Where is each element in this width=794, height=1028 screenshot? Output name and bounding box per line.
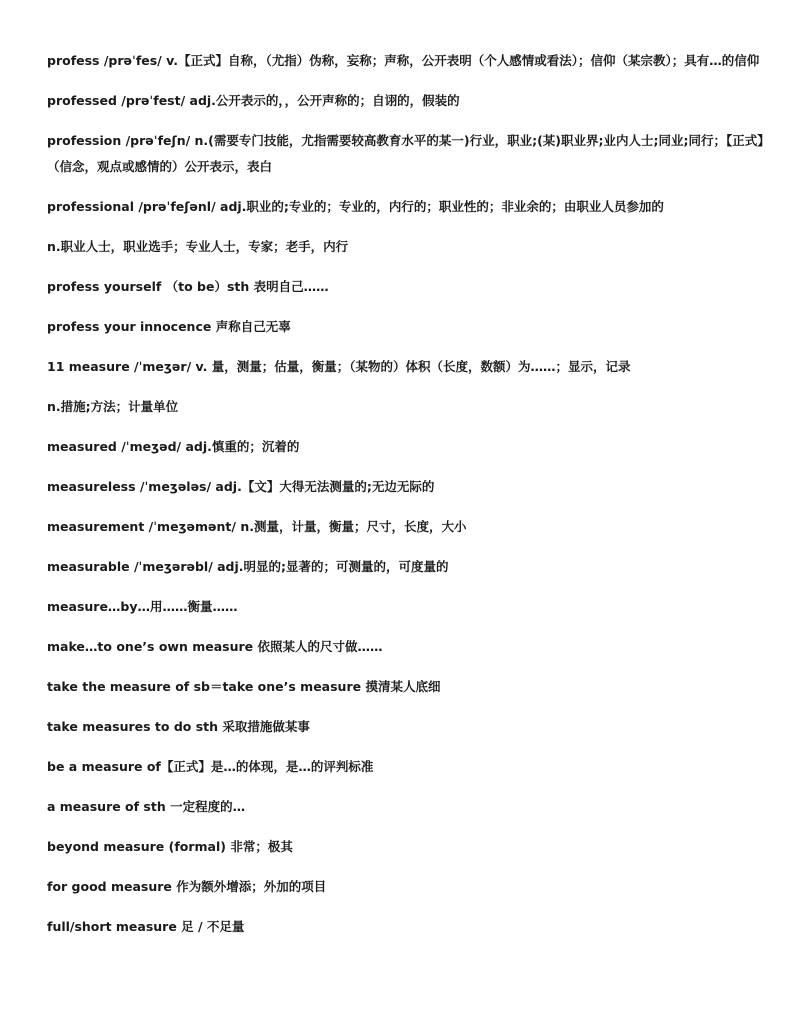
entry-take-measures: take measures to do sth 采取措施做某事: [47, 719, 310, 734]
entry-profess-innocence: profess your innocence 声称自己无辜: [47, 319, 291, 334]
entry-beyond-measure: beyond measure (formal) 非常；极其: [47, 839, 293, 854]
entry-profess: profess /prəˈfes/ v.【正式】自称，（尤指）伪称，妄称；声称，公开表明（个人感情或看法）；信仰（某宗教）；具有…的信仰: [47, 53, 760, 68]
entry-professional: professional /prəˈfeʃənl/ adj.职业的;专业的；专业的，内行的；职业性的；非业余的；由职业人员参加的: [47, 199, 664, 214]
entry-for-good-measure: for good measure 作为额外增添；外加的项目: [47, 879, 327, 894]
vocabulary-list: [47, 48, 765, 954]
entry-professional-noun: n.职业人士，职业选手；专业人士，专家；老手，内行: [47, 239, 349, 254]
entry-a-measure-of: a measure of sth 一定程度的…: [47, 799, 246, 814]
entry-profession: profession /prəˈfeʃn/ n.(需要专门技能，尤指需要较高教育水平的某一)行业，职业;(某)职业界;业内人士;同业;同行；【正式】（信念，观点或感情的）公开表示，表白: [47, 133, 764, 174]
entry-make-to-measure: make…to one’s own measure 依照某人的尺寸做……: [47, 639, 383, 654]
entry-measure-noun: n.措施;方法；计量单位: [47, 399, 179, 414]
entry-measure-by: measure…by…用……衡量……: [47, 599, 238, 614]
entry-professed: professed /prəˈfest/ adj.公开表示的，，公开声称的；自诩的，假装的: [47, 93, 460, 108]
entry-be-a-measure-of: be a measure of【正式】是…的体现，是…的评判标准: [47, 759, 374, 774]
entry-measurement: measurement /ˈmeʒəmənt/ n.测量，计量，衡量；尺寸，长度，大小: [47, 519, 467, 534]
entry-measurable: measurable /ˈmeʒərəbl/ adj.明显的;显著的；可测量的，可度量的: [47, 559, 449, 574]
entry-measure-verb: 11 measure /ˈmeʒər/ v. 量，测量；估量，衡量；（某物的）体积（长度，数额）为……；显示，记录: [47, 359, 631, 374]
entry-profess-yourself: profess yourself （to be）sth 表明自己……: [47, 279, 329, 294]
entry-full-short-measure: full/short measure 足 / 不足量: [47, 919, 245, 934]
entry-measured: measured /ˈmeʒəd/ adj.慎重的；沉着的: [47, 439, 300, 454]
entry-take-the-measure: take the measure of sb＝take one’s measure 摸清某人底细: [47, 679, 441, 694]
entry-measureless: measureless /ˈmeʒələs/ adj.【文】大得无法测量的;无边无际的: [47, 479, 435, 494]
